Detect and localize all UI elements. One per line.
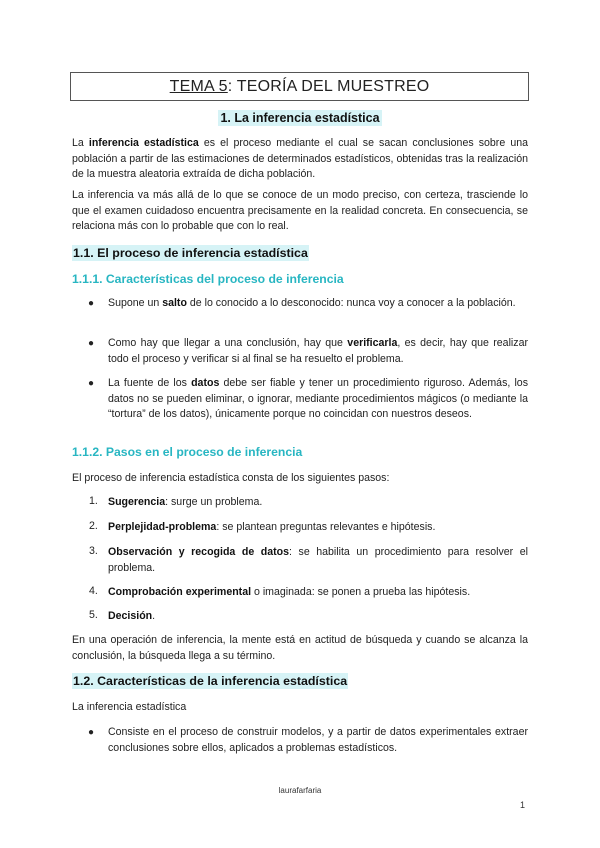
list-item: Perplejidad-problema: se plantean preguntas relevantes e hipótesis. (108, 521, 436, 533)
document-title (70, 72, 529, 101)
list-item: Observación y recogida de datos: se habilita un procedimiento para resolver el problema. (108, 546, 528, 574)
list-item: Comprobación experimental o imaginada: se ponen a prueba las hipótesis. (108, 586, 471, 598)
section-heading-1-2: 1.2. Características de la inferencia estadística (73, 674, 348, 688)
list-item: La fuente de los datos debe ser fiable y tener un procedimiento riguroso. Además, los datos no se pueden eliminar, o ignorar, mediante procedimientos mágicos (o mediante la “tortura” de los datos), únicamente porque no coincidan con nuestros deseos. (108, 377, 528, 420)
section-heading-1-1: 1.1. El proceso de inferencia estadística (73, 246, 308, 260)
paragraph-definition: La inferencia estadística es el proceso mediante el cual se sacan conclusiones sobre una población a partir de las estimaciones de determinados estadísticos, obtenidas tras la realización de la muestra aleatoria extraída de dicha población. (72, 137, 528, 180)
title-prefix: TEMA 5 (169, 77, 228, 95)
paragraph-closing: En una operación de inferencia, la mente está en actitud de búsqueda y cuando se alcanza la conclusión, la búsqueda llega a su término. (72, 634, 528, 662)
step-number: 2. (89, 520, 98, 532)
bullet-icon: ● (88, 338, 95, 349)
page-number: 1 (520, 800, 526, 810)
step-number: 4. (89, 585, 98, 597)
step-number: 5. (89, 609, 98, 621)
subsection-heading-1-1-2: 1.1.2. Pasos en el proceso de inferencia (72, 445, 303, 459)
subsection-heading-1-1-1: 1.1.1. Características del proceso de inferencia (72, 272, 344, 286)
list-item: Consiste en el proceso de construir modelos, y a partir de datos experimentales extraer conclusiones sobre ellos, aplicados a problemas estadísticos. (108, 726, 528, 754)
section-1-2-intro: La inferencia estadística (72, 701, 187, 713)
bullet-icon: ● (88, 378, 95, 389)
bullet-icon: ● (88, 298, 95, 309)
step-number: 3. (89, 545, 98, 557)
list-item: Decisión. (108, 610, 156, 622)
step-number: 1. (89, 495, 98, 507)
footer-author: laurafarfaria (278, 786, 322, 795)
list-item: Como hay que llegar a una conclusión, hay que verificarla, es decir, hay que realizar todo el proceso y verificar si al final se ha resuelto el problema. (108, 337, 528, 365)
steps-intro: El proceso de inferencia estadística consta de los siguientes pasos: (72, 472, 390, 484)
paragraph-beyond: La inferencia va más allá de lo que se conoce de un modo preciso, con certeza, trasciende lo que el examen cuidadoso encuentra precisamente en la realidad concreta. En consecuencia, se relaciona más con lo probable que con lo real. (72, 189, 528, 232)
section-heading-1: 1. La inferencia estadística (220, 111, 380, 125)
list-item: Supone un salto de lo conocido a lo desconocido: nunca voy a conocer a la población. (108, 297, 516, 309)
list-item: Sugerencia: surge un problema. (108, 496, 263, 508)
bullet-icon: ● (88, 727, 95, 738)
title-rest: : TEORÍA DEL MUESTREO (227, 77, 430, 95)
